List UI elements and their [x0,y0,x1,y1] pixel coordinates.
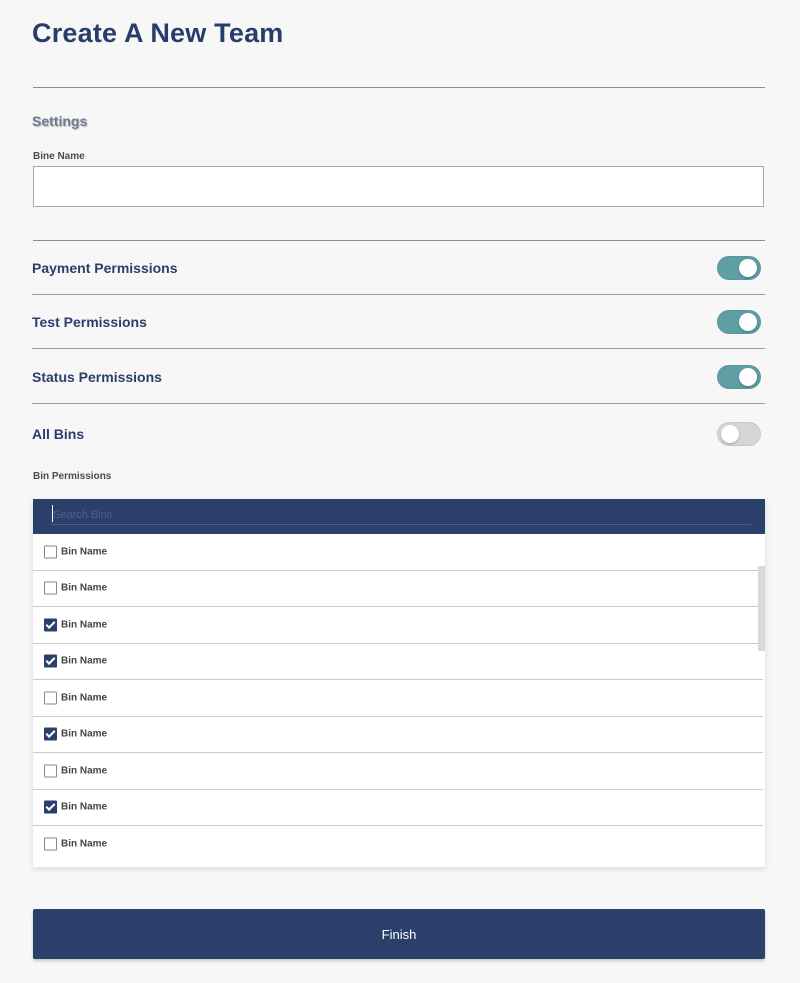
all-bins-toggle[interactable] [717,422,761,446]
bin-checkbox[interactable] [44,764,57,777]
bin-permissions-label: Bin Permissions [33,471,112,482]
permission-label: All Bins [32,426,85,442]
bin-label: Bin Name [61,692,108,704]
bin-permissions-panel [33,499,765,867]
permission-row-test [32,295,765,349]
test-permissions-toggle[interactable] [717,310,761,334]
bin-list-item[interactable] [33,753,763,790]
row-divider [32,348,765,349]
title-divider [33,87,765,88]
toggle-knob [721,425,739,443]
row-divider [32,403,765,404]
bin-list-item[interactable] [33,790,763,827]
permission-row-payment [32,241,765,295]
settings-heading: Settings [32,113,88,129]
bin-list-item[interactable] [33,826,763,863]
bin-label: Bin Name [61,582,108,594]
status-permissions-toggle[interactable] [717,365,761,389]
bin-label: Bin Name [61,765,108,777]
bin-search-input[interactable] [51,505,751,525]
bin-label: Bin Name [61,838,108,850]
bin-name-label: Bine Name [33,151,85,162]
bin-list-item[interactable] [33,607,763,644]
toggle-knob [739,259,757,277]
bin-checkbox[interactable] [44,655,57,668]
page-title: Create A New Team [32,18,284,48]
toggle-knob [739,313,757,331]
bin-list-item[interactable] [33,571,763,608]
bin-list-scrollbar[interactable] [758,566,765,651]
bin-search-bar [33,499,765,534]
bin-list-item[interactable] [33,717,763,754]
toggle-knob [739,368,757,386]
bin-checkbox[interactable] [44,691,57,704]
bin-checkbox[interactable] [44,618,57,631]
permission-row-status [32,350,765,404]
bin-list-item[interactable] [33,680,763,717]
permission-row-all-bins [32,405,765,463]
finish-button[interactable]: Finish [33,909,765,959]
bin-checkbox[interactable] [44,801,57,814]
bin-checkbox[interactable] [44,838,57,851]
permission-label: Test Permissions [32,314,147,330]
bin-label: Bin Name [61,619,108,631]
bin-label: Bin Name [61,655,108,667]
text-caret [52,505,53,522]
bin-label: Bin Name [61,728,108,740]
bin-checkbox[interactable] [44,545,57,558]
bin-label: Bin Name [61,801,108,813]
bin-list [33,534,763,863]
bin-checkbox[interactable] [44,728,57,741]
bin-checkbox[interactable] [44,582,57,595]
bin-list-item[interactable] [33,644,763,681]
permission-label: Status Permissions [32,369,162,385]
permission-label: Payment Permissions [32,260,178,276]
bin-list-item[interactable] [33,534,763,571]
bin-name-input[interactable] [33,166,764,207]
payment-permissions-toggle[interactable] [717,256,761,280]
bin-label: Bin Name [61,546,108,558]
